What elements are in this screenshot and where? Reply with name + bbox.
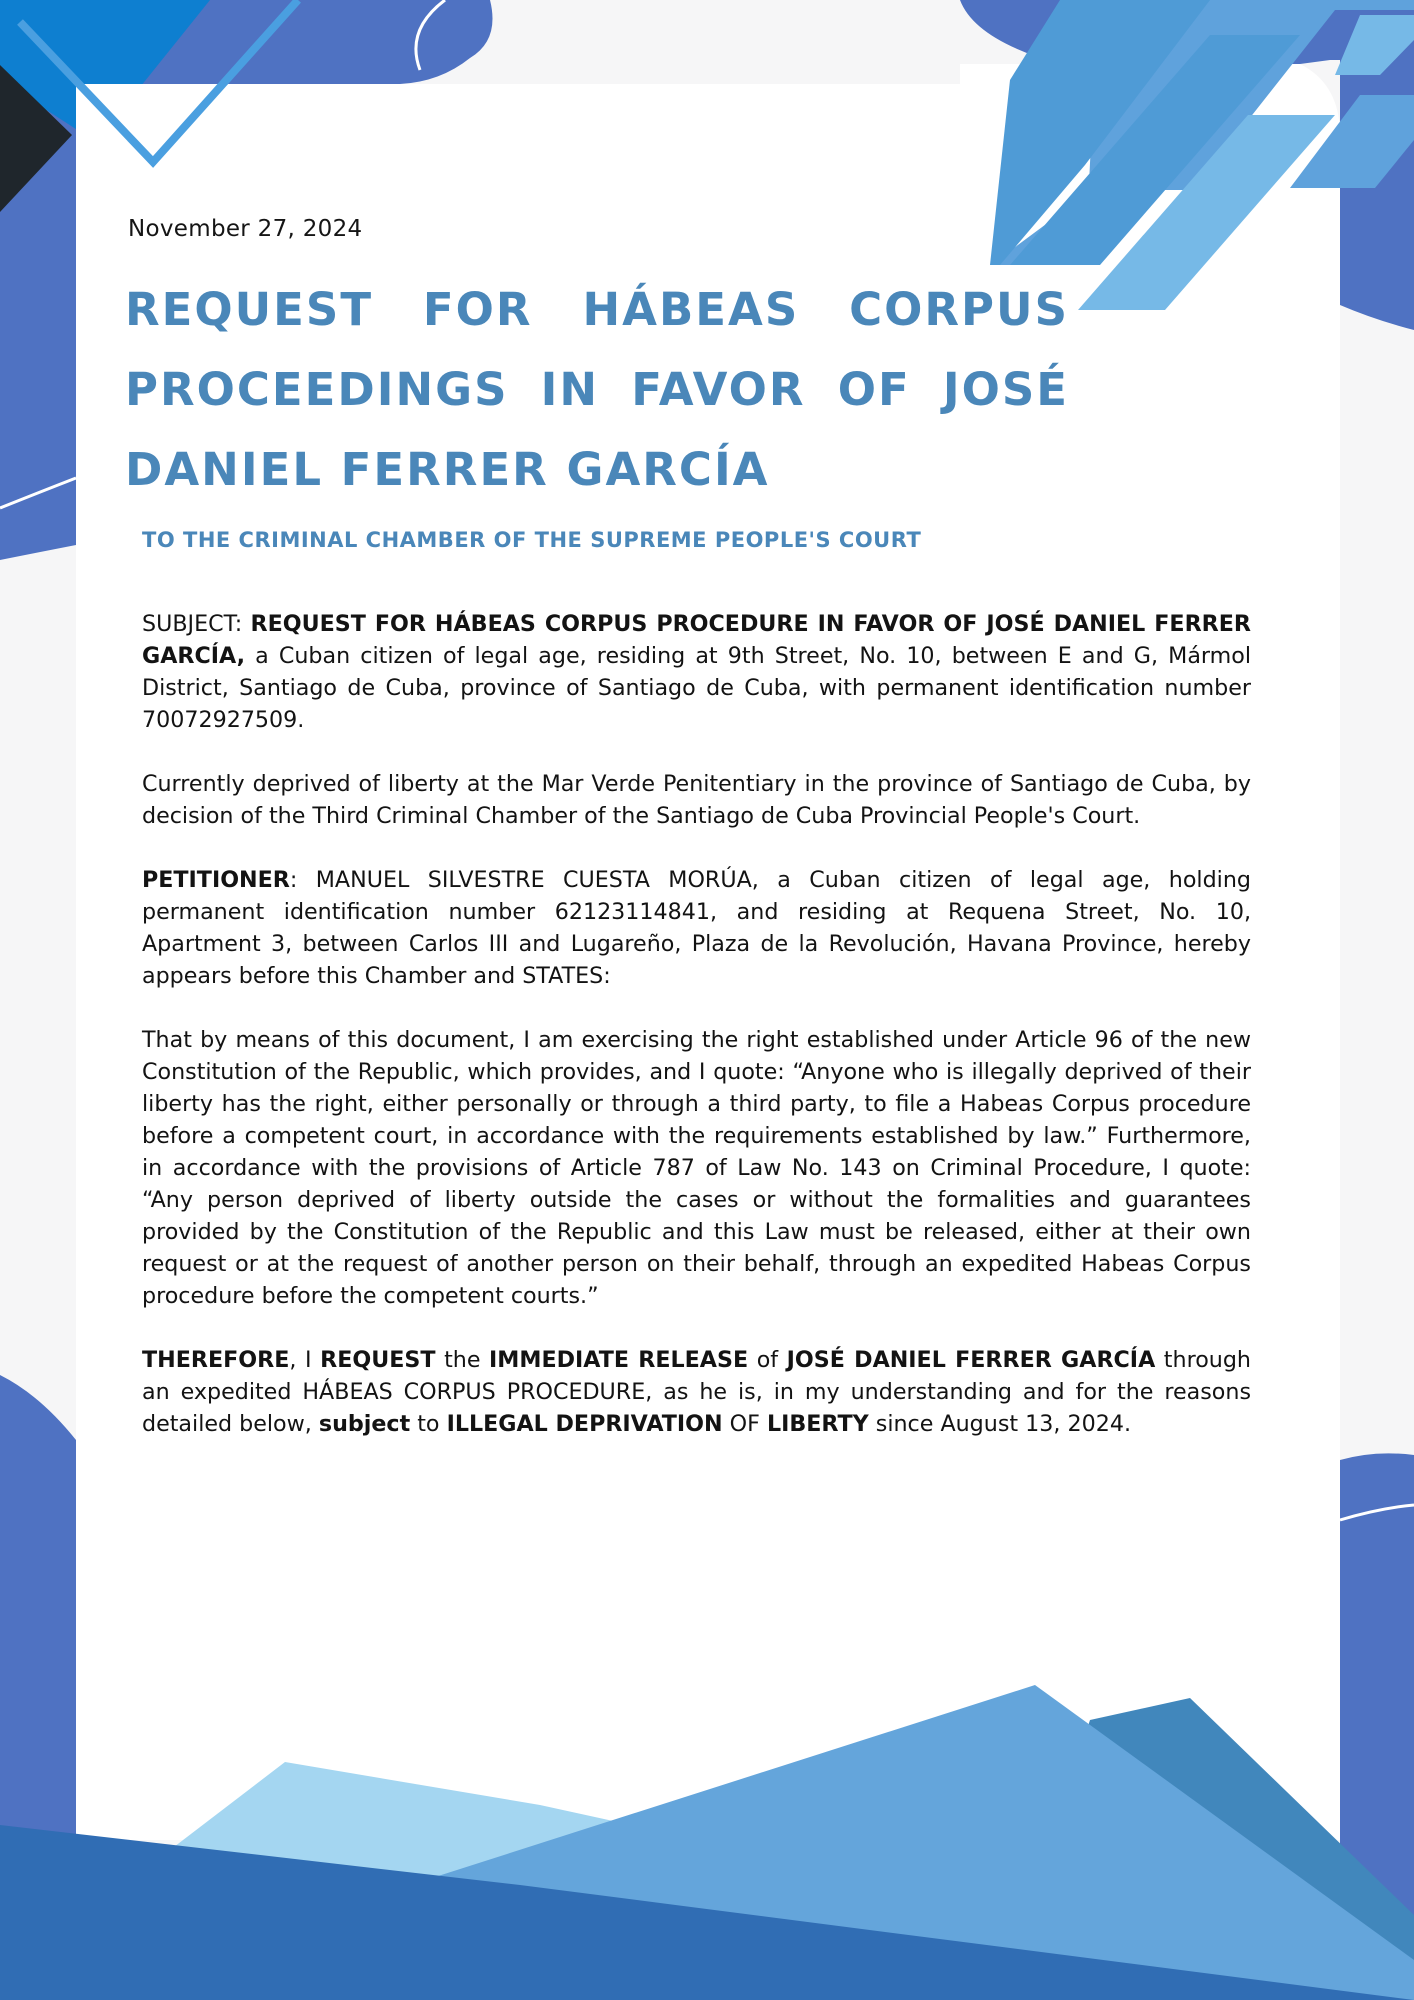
document-body xyxy=(142,608,1251,1472)
document-date: November 27, 2024 xyxy=(128,216,363,242)
request-text: since August 13, 2024. xyxy=(868,1411,1131,1437)
petitioner-details: : MANUEL SILVESTRE CUESTA MORÚA, a Cuban citizen of legal age, holding permanent identification number 62123114841, and residing at Requena Street, No. 10, Apartment 3, between Carlos III and Lugareño, Plaza de la Revolución, Havana Province, hereby appears before this Chamber and STATES: xyxy=(142,867,1251,989)
request-text: the xyxy=(435,1347,490,1373)
subject-details: a Cuban citizen of legal age, residing at 9th Street, No. 10, between E and G, Mármol District, Santiago de Cuba, province of Santiago de Cuba, with permanent identification number 70072927509. xyxy=(142,643,1251,733)
request-therefore: THEREFORE xyxy=(142,1347,290,1373)
request-subject: subject xyxy=(318,1411,411,1437)
request-liberty: LIBERTY xyxy=(766,1411,869,1437)
request-paragraph xyxy=(142,1344,1251,1440)
request-immediate-release: IMMEDIATE RELEASE xyxy=(489,1347,749,1373)
request-request: REQUEST xyxy=(320,1347,436,1373)
request-name: JOSÉ DANIEL FERRER GARCÍA xyxy=(786,1347,1156,1373)
request-text: to xyxy=(410,1411,447,1437)
detention-paragraph: Currently deprived of liberty at the Mar Verde Penitentiary in the province of Santiago de Cuba, by decision of the Third Criminal Chamber of the Santiago de Cuba Provincial People's Court. xyxy=(142,771,1251,829)
request-text: through an expedited HÁBEAS CORPUS PROCEDURE, as he is, in my understanding and for the reasons detailed below, xyxy=(142,1347,1251,1437)
document-title: REQUEST FOR HÁBEAS CORPUS PROCEEDINGS IN FAVOR OF JOSÉ DANIEL FERRER GARCÍA xyxy=(125,283,1069,496)
petitioner-label: PETITIONER xyxy=(142,867,290,893)
request-illegal-deprivation: ILLEGAL DEPRIVATION xyxy=(446,1411,723,1437)
subject-heading: REQUEST FOR HÁBEAS CORPUS PROCEDURE IN FAVOR OF JOSÉ DANIEL FERRER GARCÍA, xyxy=(142,611,1251,669)
request-text: OF xyxy=(722,1411,767,1437)
petitioner-paragraph xyxy=(142,864,1251,992)
subject-label: SUBJECT: xyxy=(142,611,251,637)
request-text: of xyxy=(748,1347,787,1373)
subject-paragraph xyxy=(142,608,1251,736)
document-addressee: TO THE CRIMINAL CHAMBER OF THE SUPREME PEOPLE'S COURT xyxy=(142,528,922,552)
statement-paragraph: That by means of this document, I am exercising the right established under Article 96 of the new Constitution of the Republic, which provides, and I quote: “Anyone who is illegally deprived of their liberty has the right, either personally or through a third party, to file a Habeas Corpus procedure before a competent court, in accordance with the requirements established by law.” Furthermore, in accordance with the provisions of Article 787 of Law No. 143 on Criminal Procedure, I quote: “Any person deprived of liberty outside the cases or without the formalities and guarantees provided by the Constitution of the Republic and this Law must be released, either at their own request or at the request of another person on their behalf, through an expedited Habeas Corpus procedure before the competent courts.” xyxy=(142,1027,1251,1309)
request-text: , I xyxy=(289,1347,321,1373)
